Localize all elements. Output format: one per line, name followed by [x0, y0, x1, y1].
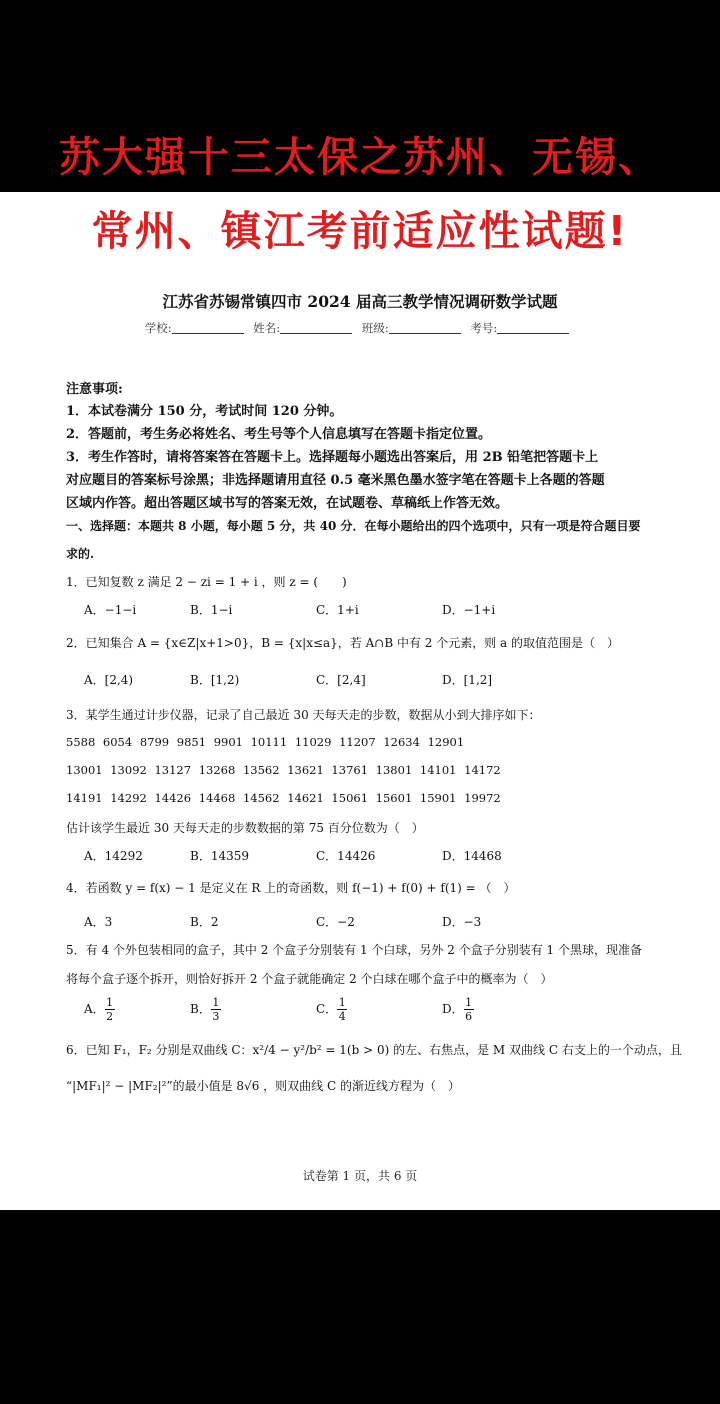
name-label: 姓名: [253, 321, 281, 335]
q2-option-c: C．[2,4] [316, 673, 366, 687]
q6-stem-1: 6．已知 F₁，F₂ 分别是双曲线 C：x²/4 − y²/b² = 1(b > 0) 的左、右焦点，是 M 双曲线 C 右支上的一个动点，且 [66, 1043, 682, 1057]
q5-c-numerator: 1 [338, 996, 346, 1009]
notice-2: 2．答题前，考生务必将姓名、考生号等个人信息填写在答题卡指定位置。 [66, 427, 492, 442]
q5-stem-1: 5．有 4 个外包装相同的盒子，其中 2 个盒子分别装有 1 个白球，另外 2 个盒子分别装有 1 个黑球，现准备 [66, 943, 642, 957]
q4-option-b: B．2 [190, 915, 219, 929]
q3-data-row-3: 14191 14292 14426 14468 14562 14621 15061 15601 15901 19972 [66, 791, 501, 805]
section-heading: 一、选择题：本题共 8 小题，每小题 5 分，共 40 分．在每小题给出的四个选项中，只有一项是符合题目要 [66, 519, 641, 533]
q1-option-a: A．−1−i [84, 603, 137, 617]
q4-option-d: D．−3 [442, 915, 482, 929]
banner-line-1: 苏大强十三太保之苏州、无锡、 [59, 133, 661, 181]
q3-option-d: D．14468 [442, 849, 502, 863]
q1-option-d: D．−1+i [442, 603, 496, 617]
q5-b-denominator: 3 [212, 1010, 220, 1023]
q4-stem: 4．若函数 y = f(x) − 1 是定义在 R 上的奇函数，则 f(−1) + f(0) + f(1) = （ ） [66, 881, 516, 895]
name-blank [280, 321, 352, 334]
class-blank [389, 321, 461, 334]
q1-option-c: C．1+i [316, 603, 359, 617]
q5-a-denominator: 2 [106, 1010, 114, 1023]
notice-heading: 注意事项: [66, 382, 123, 397]
q5-a-numerator: 1 [106, 996, 114, 1009]
q3-question: 估计该学生最近 30 天每天走的步数数据的第 75 百分位数为（ ） [66, 821, 424, 835]
q2-option-d: D．[1,2] [442, 673, 493, 687]
q3-data-row-1: 5588 6054 8799 9851 9901 10111 11029 11207 12634 12901 [66, 735, 465, 749]
q5-option-d: D． $\frac{1}{6}$ [442, 996, 473, 1023]
q2-option-a: A．[2,4) [84, 673, 134, 687]
q5-stem-2: 将每个盒子逐个拆开，则恰好拆开 2 个盒子就能确定 2 个白球在哪个盒子中的概率为（ ） [66, 972, 553, 986]
q3-data-row-2: 13001 13092 13127 13268 13562 13621 13761 13801 14101 14172 [66, 763, 501, 777]
page-footer: 试卷第 1 页，共 6 页 [302, 1169, 418, 1183]
q5-d-numerator: 1 [465, 996, 473, 1009]
document-title: 江苏省苏锡常镇四市 2024 届高三教学情况调研数学试题 [162, 292, 558, 311]
q5-c-denominator: 4 [338, 1010, 346, 1023]
q1-option-b: B．1−i [190, 603, 233, 617]
bottom-black-band [0, 1210, 720, 1404]
student-info-row [0, 320, 720, 336]
school-blank [172, 321, 244, 334]
q3-option-c: C．14426 [316, 849, 376, 863]
notice-3-cont-2: 区域内作答。超出答题区域书写的答案无效，在试题卷、草稿纸上作答无效。 [66, 496, 509, 511]
exam-number-label: 考号: [470, 321, 498, 335]
q2-option-b: B．[1,2) [190, 673, 240, 687]
school-label: 学校: [144, 321, 172, 335]
banner-line-2: 常州、镇江考前适应性试题! [91, 207, 629, 255]
notice-1: 1．本试卷满分 150 分，考试时间 120 分钟。 [66, 404, 343, 419]
notice-3: 3．考生作答时，请将答案答在答题卡上。选择题每小题选出答案后，用 2B 铅笔把答题卡上 [66, 450, 599, 465]
q5-option-a: A． $\frac{1}{2}$ [84, 996, 114, 1023]
q3-stem: 3．某学生通过计步仪器，记录了自己最近 30 天每天走的步数，数据从小到大排序如下： [66, 708, 541, 722]
q6-stem-2: “|MF₁|² − |MF₂|²”的最小值是 8√6 ，则双曲线 C 的渐近线方程为（ ） [66, 1079, 460, 1093]
q3-option-b: B．14359 [190, 849, 249, 863]
q5-b-numerator: 1 [212, 996, 220, 1009]
q4-option-a: A．3 [84, 915, 113, 929]
section-heading-cont: 求的. [66, 547, 95, 561]
q5-option-c: C． $\frac{1}{4}$ [316, 996, 346, 1023]
exam-number-blank [497, 321, 569, 334]
q2-stem: 2．已知集合 A = {x∈Z|x+1>0}，B = {x|x≤a}，若 A∩B 中有 2 个元素，则 a 的取值范围是（ ） [66, 636, 620, 650]
q5-d-denominator: 6 [465, 1010, 473, 1023]
class-label: 班级: [361, 321, 389, 335]
q3-option-a: A．14292 [84, 849, 143, 863]
q4-option-c: C．−2 [316, 915, 355, 929]
notice-3-cont-1: 对应题目的答案标号涂黑；非选择题请用直径 0.5 毫米黑色墨水签字笔在答题卡上各题的答题 [66, 473, 605, 488]
q1-stem: 1．已知复数 z 满足 2 − zi = 1 + i ，则 z = ( ) [66, 575, 347, 589]
q5-option-b: B． $\frac{1}{3}$ [190, 996, 220, 1023]
